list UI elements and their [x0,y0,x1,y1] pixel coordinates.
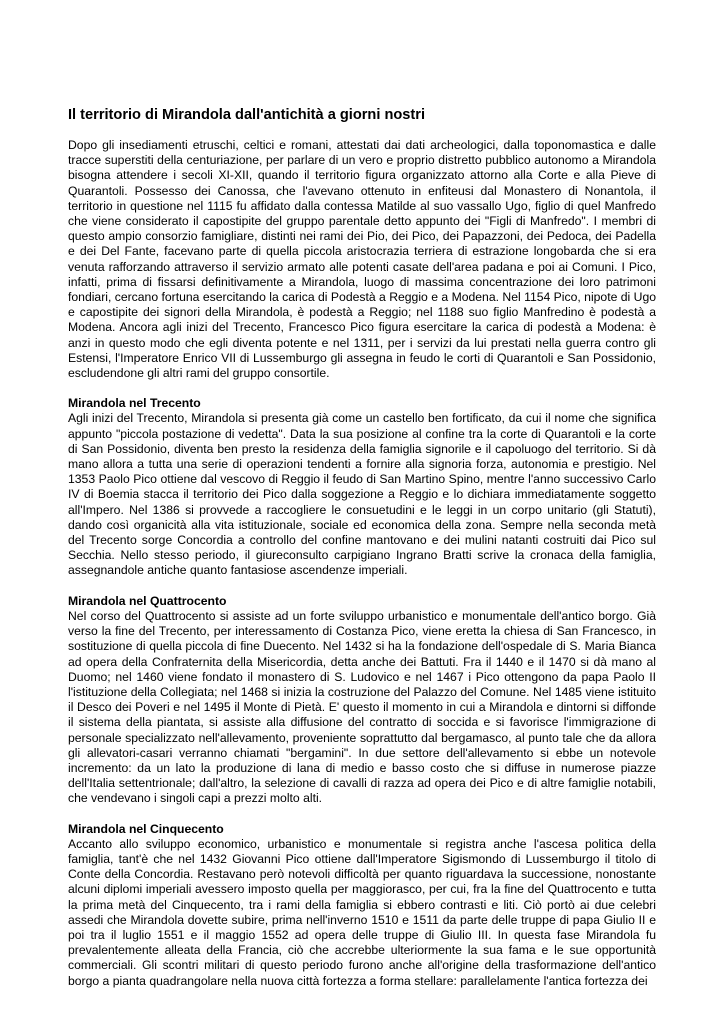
section-body-cinquecento: Accanto allo sviluppo economico, urbanistico e monumentale si registra anche l'ascesa politica della famiglia, tant'è che nel 1432 Giovanni Pico ottiene dall'Imperatore Sigismondo di Lussemburgo il titolo di Conte della Concordia. Restavano però notevoli difficoltà per quanto riguardava la successione, nonostante alcuni diplomi imperiali avessero imposto quella per maggiorasco, per cui, fra la fine del Quattrocento e tutta la prima metà del Cinquecento, tra i rami della famiglia si ebbero contrasti e liti. Ciò portò ai due celebri assedi che Mirandola dovette subire, prima nell'inverno 1510 e 1511 da parte delle truppe di papa Giulio II e poi tra il luglio 1551 e il maggio 1552 ad opera delle truppe di Giulio III. In questa fase Mirandola fu prevalentemente alleata della Francia, ciò che accrebbe ulteriormente la sua fama e le sue opportunità commerciali. Gli scontri militari di questo periodo furono anche all'origine della trasformazione dell'antico borgo a pianta quadrangolare nella nuova città fortezza a forma stellare: parallelamente l'antica fortezza dei [68,836,656,988]
document-body [68,106,656,989]
section-heading-trecento: Mirandola nel Trecento [68,396,201,411]
section-body-trecento: Agli inizi del Trecento, Mirandola si presenta già come un castello ben fortificato, da cui il nome che significa appunto "piccola postazione di vedetta". Data la sua posizione al confine tra la corte di Quarantoli e la corte di San Possidonio, diventa ben presto la residenza della famiglia signorile e il capoluogo del territorio. Si dà mano allora a tutta una serie di operazioni tendenti a fornire alla signoria forza, autonomia e prestigio. Nel 1353 Paolo Pico ottiene dal vescovo di Reggio il feudo di San Martino Spino, mentre l'anno successivo Carlo IV di Boemia stacca il territorio dei Pico dalla soggezione a Reggio e lo dichiara immediatamente soggetto all'Impero. Nel 1386 si provvede a raccogliere le consuetudini e le leggi in un corpo unitario (gli Statuti), dando così organicità alla vita istituzionale, sociale ed economica della zona. Sempre nella seconda metà del Trecento sorge Concordia a controllo del confine mantovano e dei mulini natanti costruiti dai Pico sul Secchia. Nello stesso periodo, il giureconsulto carpigiano Ingrano Bratti scrive la cronaca della famiglia, assegnandole antiche quanto fantasiose ascendenze imperiali. [68,411,656,578]
document-title: Il territorio di Mirandola dall'antichità a giorni nostri [68,107,425,123]
section-heading-cinquecento: Mirandola nel Cinquecento [68,821,224,836]
intro-paragraph: Dopo gli insediamenti etruschi, celtici e romani, attestati dai dati archeologici, dalla toponomastica e dalle tracce superstiti della centuriazione, per parlare di un vero e proprio distretto pubblico autonomo a Mirandola bisogna attendere i secoli XI-XII, quando il territorio figura organizzato attorno alla Corte e alla Pieve di Quarantoli. Possesso dei Canossa, che l'avevano ottenuto in enfiteusi dal Monastero di Nonantola, il territorio in questione nel 1115 fu affidato dalla contessa Matilde al suo vassallo Ugo, figlio di quel Manfredo che viene considerato il capostipite del gruppo parentale detto appunto dei "Figli di Manfredo". I membri di questo ampio consorzio famigliare, distinti nei rami dei Pio, dei Pico, dei Papazzoni, dei Pedoca, dei Padella e dei Del Fante, facevano parte di quella piccola aristocrazia terriera di estrazione longobarda che si era venuta rafforzando attraverso il servizio armato alle potenti casate dell'area padana e poi ai Comuni. I Pico, infatti, prima di fissarsi definitivamente a Mirandola, luogo di massima concentrazione dei loro patrimoni fondiari, cercano fortuna esercitando la carica di Podestà a Reggio e a Modena. Nel 1154 Pico, nipote di Ugo e capostipite dei signori della Mirandola, è podestà a Reggio; nel 1188 suo figlio Manfredino è podestà a Modena. Ancora agli inizi del Trecento, Francesco Pico figura esercitare la carica di podestà a Modena: è anzi in questo modo che egli diventa potente e nel 1311, per i servizi da lui prestati nella guerra contro gli Estensi, l'Imperatore Enrico VII di Lussemburgo gli assegna in feudo le corti di Quarantoli e San Possidonio, escludendone gli altri rami del gruppo consortile. [68,138,656,381]
section-heading-quattrocento: Mirandola nel Quattrocento [68,593,227,608]
section-body-quattrocento: Nel corso del Quattrocento si assiste ad un forte sviluppo urbanistico e monumentale dell'antico borgo. Già verso la fine del Trecento, per interessamento di Costanza Pico, viene eretta la chiesa di San Francesco, in sostituzione di quella piccola di fine Duecento. Nel 1432 si ha la fondazione dell'ospedale di S. Maria Bianca ad opera della Confraternita della Misericordia, detta anche dei Battuti. Fra il 1440 e il 1470 si dà mano al Duomo; nel 1460 viene fondato il monastero di S. Ludovico e nel 1467 i Pico ottengono da papa Paolo II l'istituzione della Collegiata; nel 1468 si inizia la costruzione del Palazzo del Comune. Nel 1485 viene istituito il Desco dei Poveri e nel 1495 il Monte di Pietà. E' questo il momento in cui a Mirandola e dintorni si diffonde il sistema della piantata, si assiste alla diffusione del contratto di soccida e si favorisce l'immigrazione di personale specializzato nell'allevamento, proveniente soprattutto dal bergamasco, al punto tale che da allora gli allevatori-casari verranno chiamati "bergamini". In due settore dell'allevamento si ebbe un notevole incremento: da un lato la produzione di lana di medio e basso costo che si diffuse in numerose piazze dell'Italia settentrionale; dall'altro, la selezione di cavalli di razza ad opera dei Pico e di altre famiglie notabili, che vendevano i singoli capi a prezzi molto alti. [68,608,656,806]
